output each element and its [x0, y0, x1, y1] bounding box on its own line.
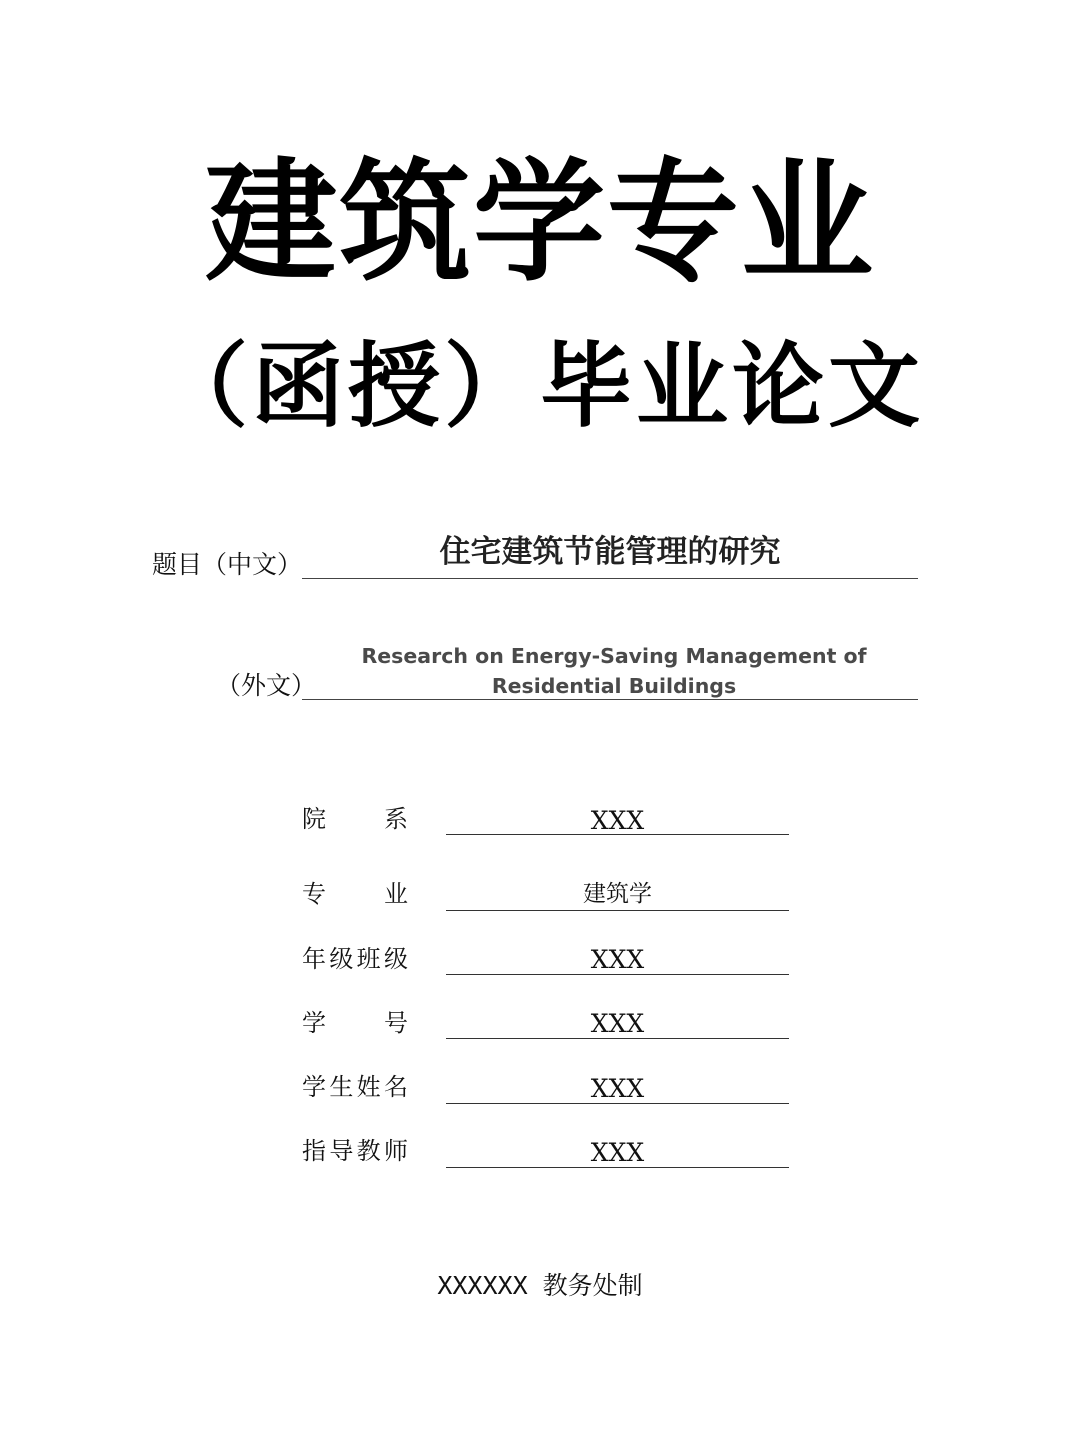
thesis-title-line-1: 建筑学专业 [205, 146, 875, 300]
advisor-underline [446, 1167, 789, 1168]
advisor-value: XXX [590, 1138, 645, 1167]
class-underline [446, 974, 789, 975]
major-label: 专 业 [302, 880, 408, 908]
thesis-title-line-2: （函授）毕业论文 [155, 333, 924, 440]
student-id-value: XXX [590, 1009, 645, 1038]
department-value: XXX [590, 806, 645, 835]
department-underline [446, 834, 789, 835]
info-row-student-name [0, 1069, 1080, 1119]
student-name-label: 学生姓名 [302, 1073, 408, 1101]
student-name-underline [446, 1103, 789, 1104]
info-row-major [0, 876, 1080, 926]
topic-cn-underline [302, 578, 918, 579]
info-row-class [0, 940, 1080, 990]
info-row-department [0, 800, 1080, 850]
topic-en-value: Research on Energy-Saving Management of Residential Buildings [361, 644, 867, 698]
info-row-student-id [0, 1004, 1080, 1054]
student-id-underline [446, 1038, 789, 1039]
major-value: 建筑学 [583, 881, 652, 907]
department-label: 院 系 [302, 805, 408, 833]
info-row-advisor [0, 1133, 1080, 1183]
major-underline [446, 910, 789, 911]
advisor-label: 指导教师 [302, 1137, 408, 1165]
topic-en-underline [302, 699, 918, 700]
topic-cn-label: 题目（中文） [152, 550, 303, 579]
class-value: XXX [590, 945, 645, 974]
topic-cn-value: 住宅建筑节能管理的研究 [439, 534, 781, 570]
student-id-label: 学 号 [302, 1009, 408, 1037]
student-name-value: XXX [590, 1074, 645, 1103]
class-label: 年级班级 [302, 945, 408, 973]
topic-en-label: （外文） [216, 671, 317, 700]
issuer-footer: XXXXXX 教务处制 [437, 1271, 643, 1300]
